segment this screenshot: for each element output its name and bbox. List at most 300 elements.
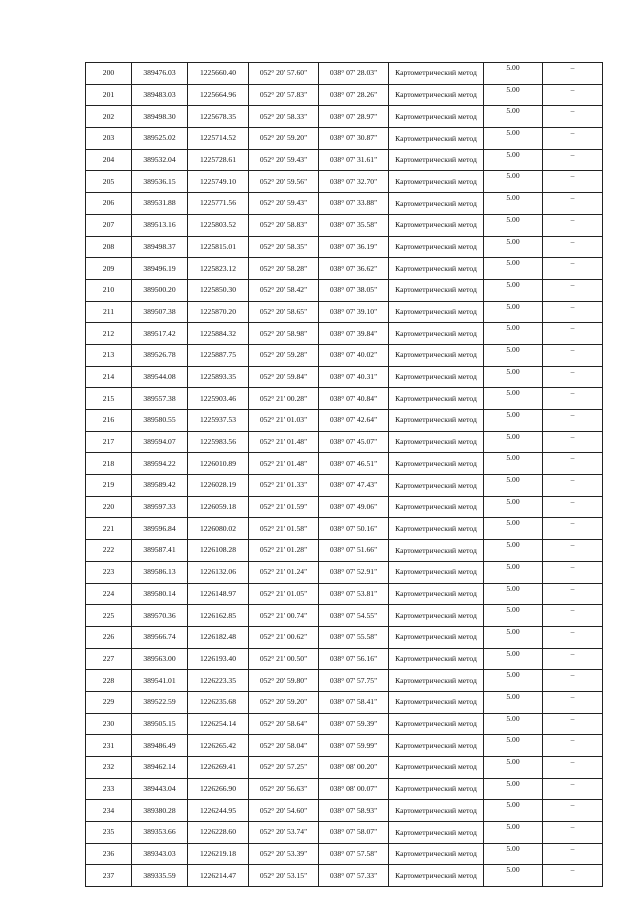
latitude-cell: 052° 21' 00.28" — [249, 388, 319, 410]
accuracy-cell: 5.00 — [484, 214, 543, 236]
y-coordinate-cell: 1225728.61 — [188, 149, 249, 171]
point-number-cell: 207 — [86, 214, 132, 236]
y-coordinate-cell: 1226235.68 — [188, 691, 249, 713]
extra-cell: – — [543, 626, 603, 648]
extra-cell: – — [543, 453, 603, 475]
point-number-cell: 222 — [86, 540, 132, 562]
longitude-cell: 038° 07' 54.55" — [319, 605, 389, 627]
latitude-cell: 052° 20' 58.33" — [249, 106, 319, 128]
extra-cell: – — [543, 713, 603, 735]
x-coordinate-cell: 389531.88 — [132, 193, 188, 215]
accuracy-cell: 5.00 — [484, 735, 543, 757]
latitude-cell: 052° 21' 01.28" — [249, 540, 319, 562]
longitude-cell: 038° 07' 31.61" — [319, 149, 389, 171]
longitude-cell: 038° 07' 47.43" — [319, 475, 389, 497]
y-coordinate-cell: 1225870.20 — [188, 301, 249, 323]
extra-cell: – — [543, 822, 603, 844]
accuracy-cell: 5.00 — [484, 865, 543, 887]
longitude-cell: 038° 07' 58.41" — [319, 691, 389, 713]
point-number-cell: 227 — [86, 648, 132, 670]
point-number-cell: 215 — [86, 388, 132, 410]
latitude-cell: 052° 21' 01.33" — [249, 475, 319, 497]
accuracy-cell: 5.00 — [484, 822, 543, 844]
longitude-cell: 038° 07' 40.84" — [319, 388, 389, 410]
longitude-cell: 038° 07' 30.87" — [319, 128, 389, 150]
latitude-cell: 052° 21' 00.62" — [249, 626, 319, 648]
extra-cell: – — [543, 63, 603, 85]
accuracy-cell: 5.00 — [484, 496, 543, 518]
y-coordinate-cell: 1225903.46 — [188, 388, 249, 410]
longitude-cell: 038° 07' 49.06" — [319, 496, 389, 518]
y-coordinate-cell: 1226244.95 — [188, 800, 249, 822]
table-row — [86, 540, 603, 562]
y-coordinate-cell: 1226132.06 — [188, 561, 249, 583]
y-coordinate-cell: 1226182.48 — [188, 626, 249, 648]
method-cell: Картометрический метод — [389, 583, 484, 605]
latitude-cell: 052° 21' 01.03" — [249, 410, 319, 432]
x-coordinate-cell: 389586.13 — [132, 561, 188, 583]
point-number-cell: 200 — [86, 63, 132, 85]
latitude-cell: 052° 20' 56.63" — [249, 778, 319, 800]
point-number-cell: 224 — [86, 583, 132, 605]
extra-cell: – — [543, 800, 603, 822]
longitude-cell: 038° 07' 40.02" — [319, 344, 389, 366]
x-coordinate-cell: 389476.03 — [132, 63, 188, 85]
table-row — [86, 366, 603, 388]
longitude-cell: 038° 07' 58.93" — [319, 800, 389, 822]
latitude-cell: 052° 21' 01.24" — [249, 561, 319, 583]
table-row — [86, 279, 603, 301]
extra-cell: – — [543, 258, 603, 280]
table-row — [86, 475, 603, 497]
point-number-cell: 218 — [86, 453, 132, 475]
y-coordinate-cell: 1226193.40 — [188, 648, 249, 670]
accuracy-cell: 5.00 — [484, 344, 543, 366]
y-coordinate-cell: 1225823.12 — [188, 258, 249, 280]
latitude-cell: 052° 20' 53.15" — [249, 865, 319, 887]
extra-cell: – — [543, 757, 603, 779]
longitude-cell: 038° 07' 55.58" — [319, 626, 389, 648]
method-cell: Картометрический метод — [389, 323, 484, 345]
point-number-cell: 213 — [86, 344, 132, 366]
longitude-cell: 038° 07' 36.19" — [319, 236, 389, 258]
extra-cell: – — [543, 214, 603, 236]
method-cell: Картометрический метод — [389, 301, 484, 323]
x-coordinate-cell: 389566.74 — [132, 626, 188, 648]
method-cell: Картометрический метод — [389, 171, 484, 193]
x-coordinate-cell: 389496.19 — [132, 258, 188, 280]
point-number-cell: 223 — [86, 561, 132, 583]
accuracy-cell: 5.00 — [484, 778, 543, 800]
extra-cell: – — [543, 149, 603, 171]
table-row — [86, 193, 603, 215]
method-cell: Картометрический метод — [389, 149, 484, 171]
method-cell: Картометрический метод — [389, 258, 484, 280]
method-cell: Картометрический метод — [389, 214, 484, 236]
x-coordinate-cell: 389532.04 — [132, 149, 188, 171]
y-coordinate-cell: 1225893.35 — [188, 366, 249, 388]
accuracy-cell: 5.00 — [484, 561, 543, 583]
y-coordinate-cell: 1225664.96 — [188, 84, 249, 106]
method-cell: Картометрический метод — [389, 475, 484, 497]
accuracy-cell: 5.00 — [484, 431, 543, 453]
extra-cell: – — [543, 496, 603, 518]
table-row — [86, 800, 603, 822]
extra-cell: – — [543, 193, 603, 215]
accuracy-cell: 5.00 — [484, 605, 543, 627]
y-coordinate-cell: 1225884.32 — [188, 323, 249, 345]
longitude-cell: 038° 07' 57.75" — [319, 670, 389, 692]
extra-cell: – — [543, 540, 603, 562]
point-number-cell: 201 — [86, 84, 132, 106]
point-number-cell: 234 — [86, 800, 132, 822]
accuracy-cell: 5.00 — [484, 540, 543, 562]
longitude-cell: 038° 07' 59.99" — [319, 735, 389, 757]
method-cell: Картометрический метод — [389, 713, 484, 735]
extra-cell: – — [543, 691, 603, 713]
point-number-cell: 226 — [86, 626, 132, 648]
point-number-cell: 228 — [86, 670, 132, 692]
y-coordinate-cell: 1225937.53 — [188, 410, 249, 432]
latitude-cell: 052° 20' 59.80" — [249, 670, 319, 692]
longitude-cell: 038° 07' 38.05" — [319, 279, 389, 301]
longitude-cell: 038° 07' 36.62" — [319, 258, 389, 280]
table-row — [86, 518, 603, 540]
accuracy-cell: 5.00 — [484, 518, 543, 540]
x-coordinate-cell: 389557.38 — [132, 388, 188, 410]
method-cell: Картометрический метод — [389, 800, 484, 822]
x-coordinate-cell: 389587.41 — [132, 540, 188, 562]
point-number-cell: 237 — [86, 865, 132, 887]
x-coordinate-cell: 389353.66 — [132, 822, 188, 844]
extra-cell: – — [543, 865, 603, 887]
point-number-cell: 206 — [86, 193, 132, 215]
extra-cell: – — [543, 431, 603, 453]
x-coordinate-cell: 389563.00 — [132, 648, 188, 670]
longitude-cell: 038° 07' 40.31" — [319, 366, 389, 388]
method-cell: Картометрический метод — [389, 865, 484, 887]
extra-cell: – — [543, 561, 603, 583]
latitude-cell: 052° 20' 53.39" — [249, 843, 319, 865]
y-coordinate-cell: 1225714.52 — [188, 128, 249, 150]
extra-cell: – — [543, 778, 603, 800]
table-row — [86, 106, 603, 128]
method-cell: Картометрический метод — [389, 193, 484, 215]
coordinates-table-body — [86, 63, 603, 887]
method-cell: Картометрический метод — [389, 366, 484, 388]
accuracy-cell: 5.00 — [484, 128, 543, 150]
point-number-cell: 232 — [86, 757, 132, 779]
table-row — [86, 778, 603, 800]
extra-cell: – — [543, 236, 603, 258]
extra-cell: – — [543, 518, 603, 540]
method-cell: Картометрический метод — [389, 410, 484, 432]
latitude-cell: 052° 20' 58.64" — [249, 713, 319, 735]
longitude-cell: 038° 07' 56.16" — [319, 648, 389, 670]
method-cell: Картометрический метод — [389, 279, 484, 301]
point-number-cell: 211 — [86, 301, 132, 323]
x-coordinate-cell: 389335.59 — [132, 865, 188, 887]
accuracy-cell: 5.00 — [484, 691, 543, 713]
method-cell: Картометрический метод — [389, 843, 484, 865]
point-number-cell: 212 — [86, 323, 132, 345]
y-coordinate-cell: 1225850.30 — [188, 279, 249, 301]
extra-cell: – — [543, 106, 603, 128]
longitude-cell: 038° 07' 39.84" — [319, 323, 389, 345]
latitude-cell: 052° 20' 58.35" — [249, 236, 319, 258]
accuracy-cell: 5.00 — [484, 236, 543, 258]
point-number-cell: 235 — [86, 822, 132, 844]
table-row — [86, 410, 603, 432]
method-cell: Картометрический метод — [389, 518, 484, 540]
latitude-cell: 052° 20' 58.28" — [249, 258, 319, 280]
latitude-cell: 052° 21' 01.58" — [249, 518, 319, 540]
latitude-cell: 052° 20' 57.60" — [249, 63, 319, 85]
point-number-cell: 209 — [86, 258, 132, 280]
accuracy-cell: 5.00 — [484, 388, 543, 410]
method-cell: Картометрический метод — [389, 540, 484, 562]
y-coordinate-cell: 1226162.85 — [188, 605, 249, 627]
longitude-cell: 038° 07' 45.07" — [319, 431, 389, 453]
latitude-cell: 052° 21' 01.48" — [249, 453, 319, 475]
latitude-cell: 052° 20' 58.98" — [249, 323, 319, 345]
y-coordinate-cell: 1226080.02 — [188, 518, 249, 540]
latitude-cell: 052° 20' 58.83" — [249, 214, 319, 236]
y-coordinate-cell: 1226108.28 — [188, 540, 249, 562]
table-row — [86, 561, 603, 583]
extra-cell: – — [543, 475, 603, 497]
accuracy-cell: 5.00 — [484, 258, 543, 280]
point-number-cell: 214 — [86, 366, 132, 388]
table-row — [86, 757, 603, 779]
method-cell: Картометрический метод — [389, 605, 484, 627]
longitude-cell: 038° 07' 46.51" — [319, 453, 389, 475]
method-cell: Картометрический метод — [389, 757, 484, 779]
table-row — [86, 149, 603, 171]
y-coordinate-cell: 1225815.01 — [188, 236, 249, 258]
y-coordinate-cell: 1226148.97 — [188, 583, 249, 605]
longitude-cell: 038° 08' 00.07" — [319, 778, 389, 800]
point-number-cell: 236 — [86, 843, 132, 865]
extra-cell: – — [543, 388, 603, 410]
y-coordinate-cell: 1225660.40 — [188, 63, 249, 85]
x-coordinate-cell: 389594.07 — [132, 431, 188, 453]
table-row — [86, 626, 603, 648]
method-cell: Картометрический метод — [389, 63, 484, 85]
method-cell: Картометрический метод — [389, 626, 484, 648]
longitude-cell: 038° 07' 51.66" — [319, 540, 389, 562]
accuracy-cell: 5.00 — [484, 171, 543, 193]
point-number-cell: 205 — [86, 171, 132, 193]
y-coordinate-cell: 1225678.35 — [188, 106, 249, 128]
latitude-cell: 052° 21' 01.59" — [249, 496, 319, 518]
accuracy-cell: 5.00 — [484, 410, 543, 432]
x-coordinate-cell: 389580.14 — [132, 583, 188, 605]
longitude-cell: 038° 07' 28.26" — [319, 84, 389, 106]
longitude-cell: 038° 07' 35.58" — [319, 214, 389, 236]
point-number-cell: 219 — [86, 475, 132, 497]
latitude-cell: 052° 20' 59.20" — [249, 691, 319, 713]
longitude-cell: 038° 07' 39.10" — [319, 301, 389, 323]
y-coordinate-cell: 1226266.90 — [188, 778, 249, 800]
x-coordinate-cell: 389522.59 — [132, 691, 188, 713]
x-coordinate-cell: 389498.37 — [132, 236, 188, 258]
table-row — [86, 323, 603, 345]
latitude-cell: 052° 21' 01.48" — [249, 431, 319, 453]
accuracy-cell: 5.00 — [484, 757, 543, 779]
latitude-cell: 052° 20' 59.84" — [249, 366, 319, 388]
method-cell: Картометрический метод — [389, 561, 484, 583]
method-cell: Картометрический метод — [389, 778, 484, 800]
y-coordinate-cell: 1226010.89 — [188, 453, 249, 475]
longitude-cell: 038° 07' 28.03" — [319, 63, 389, 85]
latitude-cell: 052° 21' 00.50" — [249, 648, 319, 670]
point-number-cell: 229 — [86, 691, 132, 713]
x-coordinate-cell: 389526.78 — [132, 344, 188, 366]
x-coordinate-cell: 389580.55 — [132, 410, 188, 432]
point-number-cell: 210 — [86, 279, 132, 301]
table-row — [86, 713, 603, 735]
table-row — [86, 691, 603, 713]
accuracy-cell: 5.00 — [484, 648, 543, 670]
x-coordinate-cell: 389486.49 — [132, 735, 188, 757]
longitude-cell: 038° 07' 33.88" — [319, 193, 389, 215]
y-coordinate-cell: 1226254.14 — [188, 713, 249, 735]
table-row — [86, 648, 603, 670]
latitude-cell: 052° 21' 01.05" — [249, 583, 319, 605]
y-coordinate-cell: 1226228.60 — [188, 822, 249, 844]
table-row — [86, 63, 603, 85]
extra-cell: – — [543, 648, 603, 670]
x-coordinate-cell: 389505.15 — [132, 713, 188, 735]
point-number-cell: 233 — [86, 778, 132, 800]
x-coordinate-cell: 389443.04 — [132, 778, 188, 800]
x-coordinate-cell: 389594.22 — [132, 453, 188, 475]
extra-cell: – — [543, 171, 603, 193]
y-coordinate-cell: 1226265.42 — [188, 735, 249, 757]
point-number-cell: 202 — [86, 106, 132, 128]
coordinates-table — [85, 62, 603, 887]
extra-cell: – — [543, 128, 603, 150]
x-coordinate-cell: 389570.36 — [132, 605, 188, 627]
latitude-cell: 052° 20' 57.83" — [249, 84, 319, 106]
coordinates-table-page — [85, 62, 602, 887]
x-coordinate-cell: 389517.42 — [132, 323, 188, 345]
method-cell: Картометрический метод — [389, 431, 484, 453]
y-coordinate-cell: 1225983.56 — [188, 431, 249, 453]
x-coordinate-cell: 389541.01 — [132, 670, 188, 692]
x-coordinate-cell: 389536.15 — [132, 171, 188, 193]
x-coordinate-cell: 389500.20 — [132, 279, 188, 301]
extra-cell: – — [543, 670, 603, 692]
method-cell: Картометрический метод — [389, 344, 484, 366]
accuracy-cell: 5.00 — [484, 63, 543, 85]
x-coordinate-cell: 389513.16 — [132, 214, 188, 236]
x-coordinate-cell: 389380.28 — [132, 800, 188, 822]
latitude-cell: 052° 20' 59.20" — [249, 128, 319, 150]
method-cell: Картометрический метод — [389, 128, 484, 150]
latitude-cell: 052° 20' 59.43" — [249, 193, 319, 215]
accuracy-cell: 5.00 — [484, 149, 543, 171]
longitude-cell: 038° 07' 52.91" — [319, 561, 389, 583]
extra-cell: – — [543, 344, 603, 366]
method-cell: Картометрический метод — [389, 106, 484, 128]
table-row — [86, 84, 603, 106]
x-coordinate-cell: 389589.42 — [132, 475, 188, 497]
table-row — [86, 388, 603, 410]
latitude-cell: 052° 20' 53.74" — [249, 822, 319, 844]
longitude-cell: 038° 07' 28.97" — [319, 106, 389, 128]
x-coordinate-cell: 389507.38 — [132, 301, 188, 323]
accuracy-cell: 5.00 — [484, 106, 543, 128]
method-cell: Картометрический метод — [389, 388, 484, 410]
latitude-cell: 052° 20' 58.42" — [249, 279, 319, 301]
method-cell: Картометрический метод — [389, 496, 484, 518]
table-row — [86, 583, 603, 605]
x-coordinate-cell: 389483.03 — [132, 84, 188, 106]
x-coordinate-cell: 389597.33 — [132, 496, 188, 518]
table-row — [86, 496, 603, 518]
method-cell: Картометрический метод — [389, 822, 484, 844]
extra-cell: – — [543, 605, 603, 627]
accuracy-cell: 5.00 — [484, 800, 543, 822]
y-coordinate-cell: 1225771.56 — [188, 193, 249, 215]
longitude-cell: 038° 07' 57.33" — [319, 865, 389, 887]
method-cell: Картометрический метод — [389, 735, 484, 757]
table-row — [86, 258, 603, 280]
longitude-cell: 038° 07' 32.70" — [319, 171, 389, 193]
point-number-cell: 216 — [86, 410, 132, 432]
point-number-cell: 217 — [86, 431, 132, 453]
method-cell: Картометрический метод — [389, 691, 484, 713]
extra-cell: – — [543, 301, 603, 323]
accuracy-cell: 5.00 — [484, 366, 543, 388]
x-coordinate-cell: 389596.84 — [132, 518, 188, 540]
y-coordinate-cell: 1226028.19 — [188, 475, 249, 497]
longitude-cell: 038° 07' 50.16" — [319, 518, 389, 540]
longitude-cell: 038° 07' 58.07" — [319, 822, 389, 844]
latitude-cell: 052° 20' 58.65" — [249, 301, 319, 323]
x-coordinate-cell: 389462.14 — [132, 757, 188, 779]
y-coordinate-cell: 1226219.18 — [188, 843, 249, 865]
table-row — [86, 431, 603, 453]
table-row — [86, 344, 603, 366]
table-row — [86, 171, 603, 193]
y-coordinate-cell: 1225887.75 — [188, 344, 249, 366]
accuracy-cell: 5.00 — [484, 713, 543, 735]
accuracy-cell: 5.00 — [484, 670, 543, 692]
table-row — [86, 128, 603, 150]
y-coordinate-cell: 1225803.52 — [188, 214, 249, 236]
point-number-cell: 220 — [86, 496, 132, 518]
point-number-cell: 203 — [86, 128, 132, 150]
latitude-cell: 052° 21' 00.74" — [249, 605, 319, 627]
point-number-cell: 225 — [86, 605, 132, 627]
accuracy-cell: 5.00 — [484, 843, 543, 865]
table-row — [86, 453, 603, 475]
accuracy-cell: 5.00 — [484, 84, 543, 106]
point-number-cell: 230 — [86, 713, 132, 735]
x-coordinate-cell: 389343.03 — [132, 843, 188, 865]
y-coordinate-cell: 1226214.47 — [188, 865, 249, 887]
method-cell: Картометрический метод — [389, 236, 484, 258]
extra-cell: – — [543, 279, 603, 301]
y-coordinate-cell: 1226059.18 — [188, 496, 249, 518]
x-coordinate-cell: 389544.08 — [132, 366, 188, 388]
longitude-cell: 038° 07' 53.81" — [319, 583, 389, 605]
longitude-cell: 038° 07' 42.64" — [319, 410, 389, 432]
accuracy-cell: 5.00 — [484, 583, 543, 605]
